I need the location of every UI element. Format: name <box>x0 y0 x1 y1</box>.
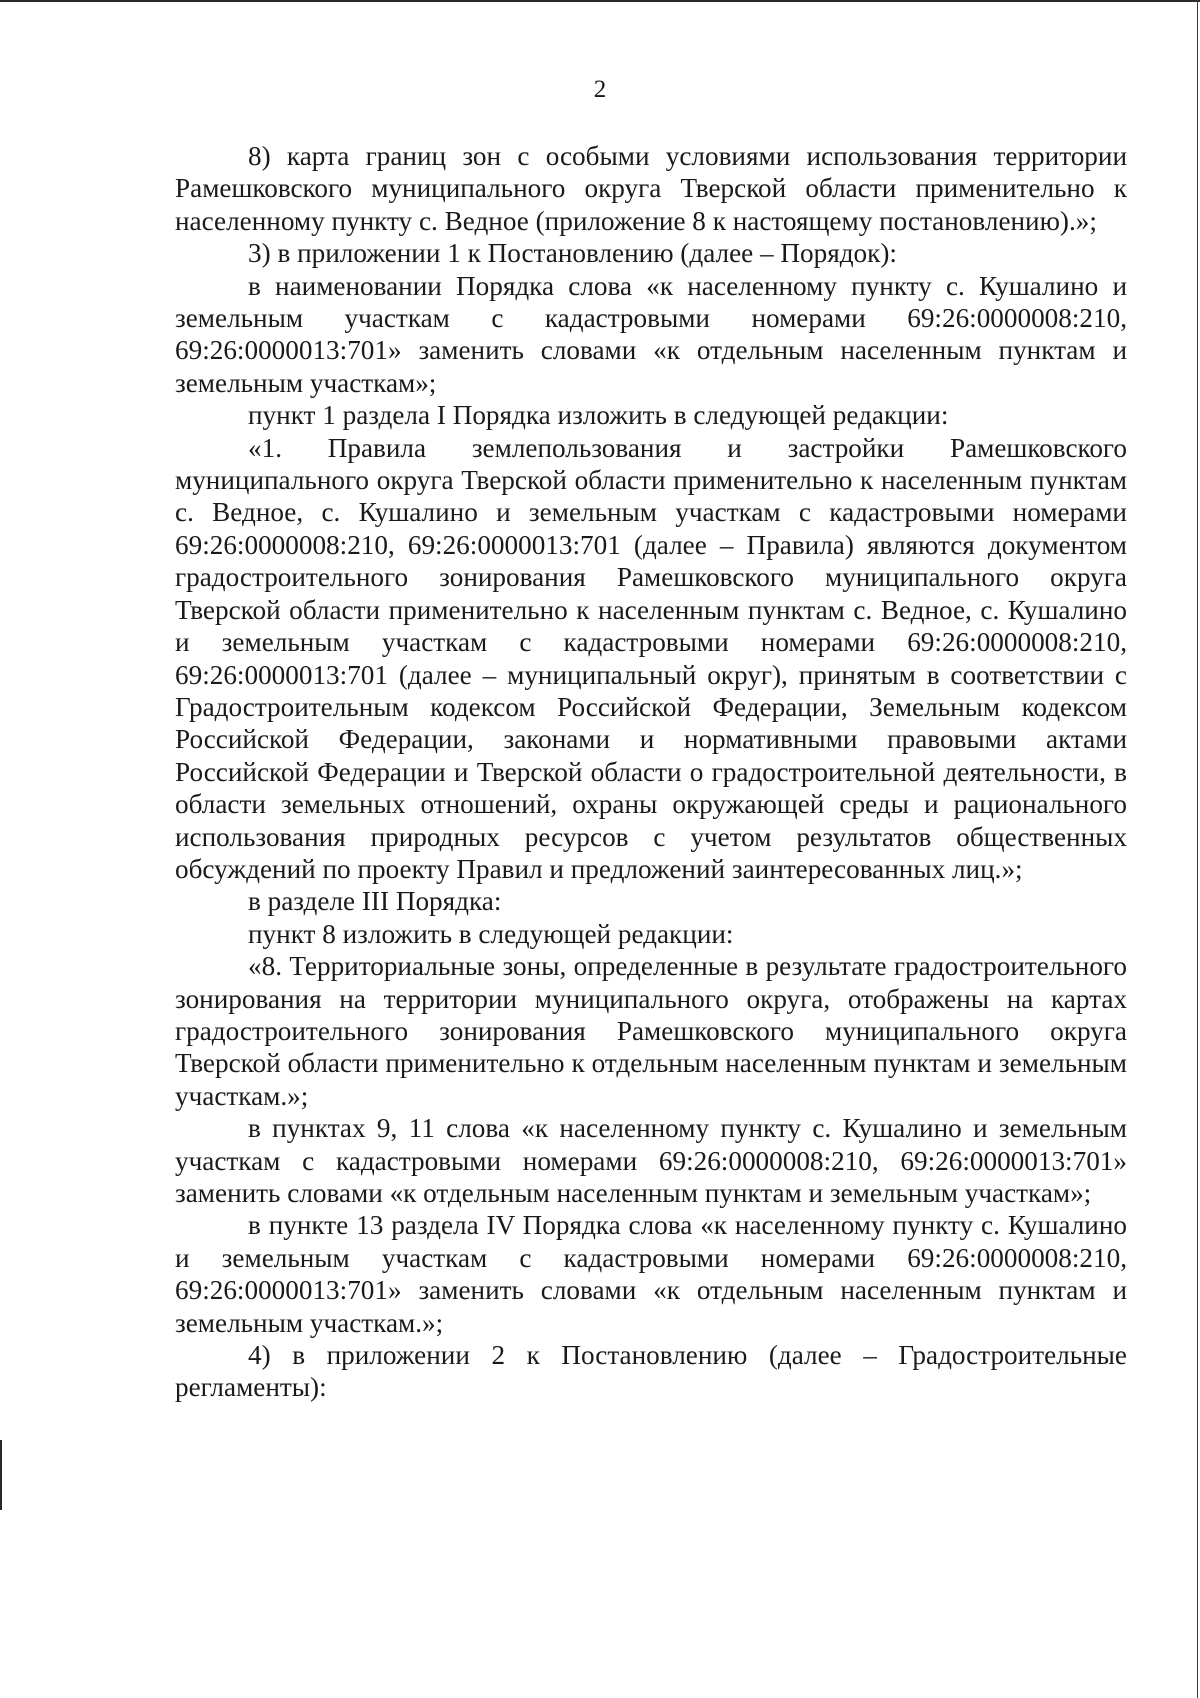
paragraph: пункт 1 раздела I Порядка изложить в следующей редакции: <box>248 400 949 431</box>
paragraph: 4) в приложении 2 к Постановлению (далее – Градостроительные регламенты): <box>175 1340 1127 1403</box>
document-body <box>175 140 1127 1404</box>
paragraph: «8. Территориальные зоны, определенные в результате градостроительного зонирования на территории муниципального округа, отображены на картах градостроительного зонирования Рамешковского муниципального округа Тверской области применительно к отдельным населенным пунктам и земельным участкам.»; <box>175 951 1127 1111</box>
paragraph: в пунктах 9, 11 слова «к населенному пункту с. Кушалино и земельным участкам с кадастровыми номерами 69:26:0000008:210, 69:26:0000013:701» заменить словами «к отдельным населенным пунктам и земельным участкам»; <box>175 1113 1127 1208</box>
paragraph: 8) карта границ зон с особыми условиями использования территории Рамешковского муниципального округа Тверской области применительно к населенному пункту с. Ведное (приложение 8 к настоящему постановлению).»; <box>175 141 1127 236</box>
paragraph: «1. Правила землепользования и застройки Рамешковского муниципального округа Тверской области применительно к населенным пунктам с. Ведное, с. Кушалино и земельным участкам с кадастровыми номерами 69:26:0000008:210, 69:26:0000013:701 (далее – Правила) являются документом градостроительного зонирования Рамешковского муниципального округа Тверской области применительно к населенным пунктам с. Ведное, с. Кушалино и земельным участкам с кадастровыми номерами 69:26:0000008:210, 69:26:0000013:701 (далее – муниципальный округ), принятым в соответствии с Градостроительным кодексом Российской Федерации, Земельным кодексом Российской Федерации, законами и нормативными правовыми актами Российской Федерации и Тверской области о градостроительной деятельности, в области земельных отношений, охраны окружающей среды и рационального использования природных ресурсов с учетом результатов общественных обсуждений по проекту Правил и предложений заинтересованных лиц.»; <box>175 432 1127 884</box>
scan-top-edge <box>0 0 1200 2</box>
paragraph: в пункте 13 раздела IV Порядка слова «к населенному пункту с. Кушалино и земельным участкам с кадастровыми номерами 69:26:0000008:210, 69:26:0000013:701» заменить словами «к отдельным населенным пунктам и земельным участкам.»; <box>175 1210 1127 1338</box>
paragraph: 3) в приложении 1 к Постановлению (далее – Порядок): <box>248 238 897 269</box>
page-number: 2 <box>593 76 607 103</box>
scan-right-edge <box>1197 0 1198 1698</box>
paragraph: в разделе III Порядка: <box>248 886 502 917</box>
paragraph: пункт 8 изложить в следующей редакции: <box>248 918 734 949</box>
scan-left-mark <box>0 1440 2 1510</box>
paragraph: в наименовании Порядка слова «к населенному пункту с. Кушалино и земельным участкам с кадастровыми номерами 69:26:0000008:210, 69:26:0000013:701» заменить словами «к отдельным населенным пунктам и земельным участкам»; <box>175 270 1127 398</box>
